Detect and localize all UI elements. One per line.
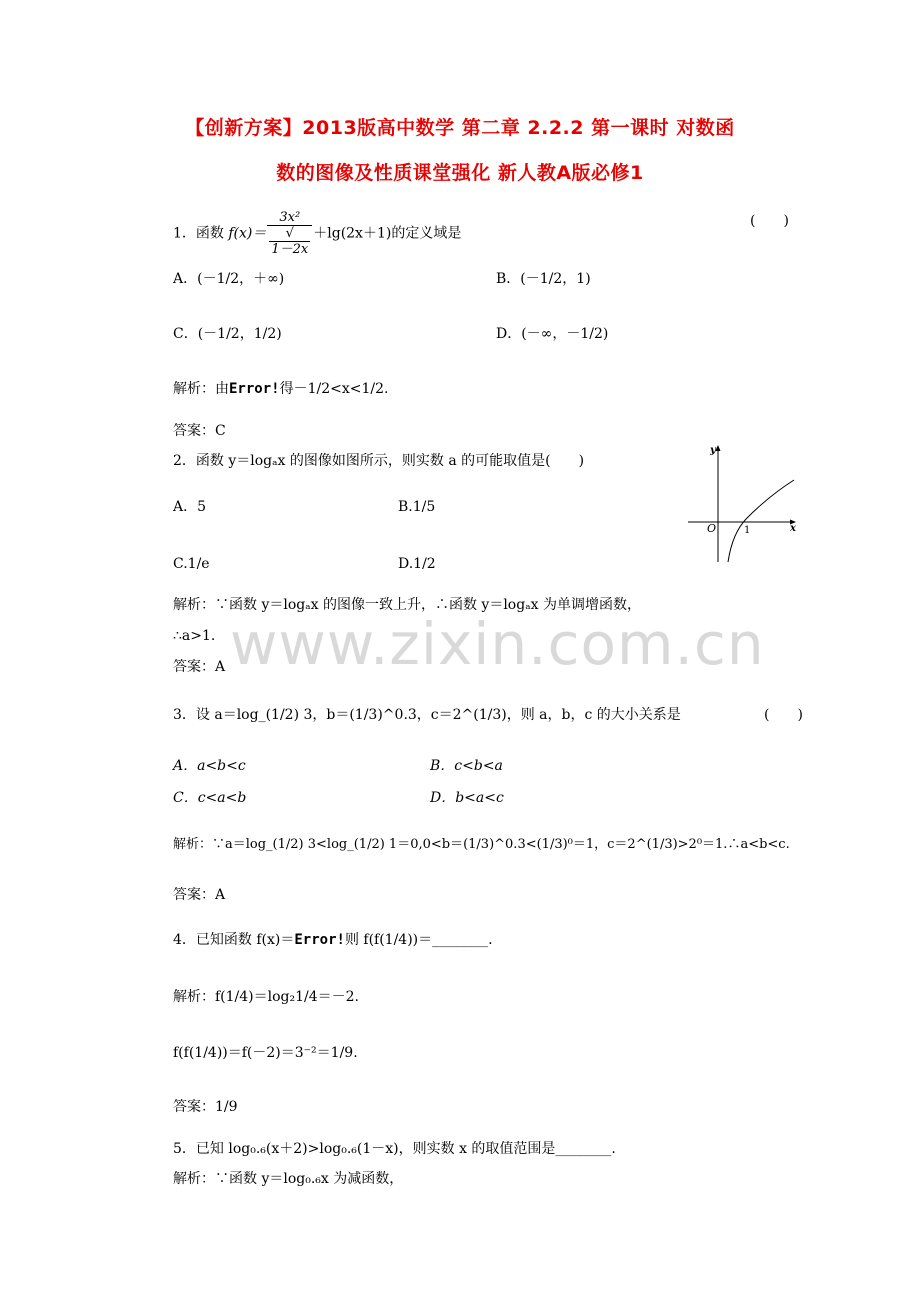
q3-analysis: 解析：∵a＝log_(1/2) 3<log_(1/2) 1＝0,0<b＝(1/3)^0.3<(1/3)⁰＝1，c＝2^(1/3)>2⁰＝1.∴a<b<c. (173, 837, 790, 852)
q1-option-b: B．(－1/2，1) (496, 271, 591, 287)
q2-analysis-line1: 解析：∵函数 y＝logₐx 的图像一致上升，∴函数 y＝logₐx 为单调增函数， (173, 597, 641, 613)
q4-stem-error: Error! (294, 932, 345, 948)
q3-option-a: A．a<b<c (173, 758, 246, 774)
tick-label-1: 1 (744, 525, 751, 536)
q2-option-d: D.1/2 (398, 556, 436, 572)
q2-answer: 答案：A (173, 659, 226, 675)
q2-option-a: A．5 (173, 499, 207, 515)
q1-numerator: 3x² (267, 210, 312, 226)
q4-analysis-line1: 解析：f(1/4)＝log₂1/4＝－2. (173, 989, 360, 1005)
q1-fraction (267, 210, 312, 257)
q1-option-d: D．(－∞，－1/2) (496, 326, 609, 342)
q2-option-c: C.1/e (173, 556, 210, 572)
log-curve (728, 480, 794, 562)
y-axis-arrow-icon (716, 445, 721, 451)
watermark: www.zixin.com.cn (230, 610, 765, 678)
q1-fx: f(x)＝ (228, 225, 267, 242)
q1-analysis-error: Error! (229, 381, 280, 397)
q3-answer-paren: ( ) (764, 707, 803, 723)
q2-analysis-line2: ∴a>1. (173, 628, 216, 644)
q1-analysis-suffix: 得－1/2<x<1/2. (279, 381, 389, 397)
q4-stem-prefix: 4．已知函数 f(x)＝ (173, 932, 295, 948)
q1-option-a: A．(－1/2，＋∞) (173, 271, 285, 287)
q1-stem-suffix: ＋lg(2x＋1)的定义域是 (313, 225, 462, 242)
origin-label: O (707, 522, 717, 535)
page-title-line2: 数的图像及性质课堂强化 新人教A版必修1 (276, 162, 644, 184)
q1-stem-prefix: 1．函数 (173, 225, 229, 242)
q1-analysis-prefix: 解析：由 (173, 381, 229, 397)
q4-analysis-line2: f(f(1/4))＝f(－2)＝3⁻²＝1/9. (173, 1045, 358, 1061)
q1-denominator-radicand: 1－2x (271, 242, 309, 257)
page-title-line1: 【创新方案】2013版高中数学 第二章 2.2.2 第一课时 对数函 (185, 117, 735, 139)
q3-option-c: C．c<a<b (173, 790, 247, 806)
q4-answer-prefix: 答案： (173, 1099, 215, 1115)
q4-stem-suffix: 则 f(f(1/4))＝________. (344, 932, 493, 948)
q1-option-c: C．(－1/2，1/2) (173, 326, 282, 342)
q1-answer: 答案：C (173, 423, 226, 439)
q5-analysis: 解析：∵函数 y＝log₀.₆x 为减函数， (173, 1171, 404, 1187)
q1-denominator: √ 1－2x (271, 226, 309, 257)
q2-stem: 2．函数 y＝logₐx 的图像如图所示，则实数 a 的可能取值是( ) (173, 453, 585, 469)
q2-log-graph (684, 438, 800, 564)
q2-option-b: B.1/5 (398, 499, 436, 515)
q3-stem: 3．设 a＝log_(1/2) 3，b＝(1/3)^0.3，c＝2^(1/3)，则 a，b，c 的大小关系是 (173, 707, 681, 723)
q3-option-d: D．b<a<c (430, 790, 504, 806)
q3-option-b: B．c<b<a (430, 758, 503, 774)
x-axis-label: x (790, 523, 796, 534)
q4-stem (173, 931, 493, 949)
q4-answer (173, 1098, 238, 1116)
q1-analysis (173, 380, 388, 398)
y-axis-label: y (710, 445, 716, 456)
q3-answer: 答案：A (173, 887, 226, 903)
q5-stem: 5．已知 log₀.₆(x＋2)>log₀.₆(1－x)，则实数 x 的取值范围是________. (173, 1141, 616, 1157)
q1-answer-paren: ( ) (750, 213, 789, 229)
q4-answer-value: 1/9 (215, 1099, 238, 1115)
q1-stem (173, 210, 461, 257)
